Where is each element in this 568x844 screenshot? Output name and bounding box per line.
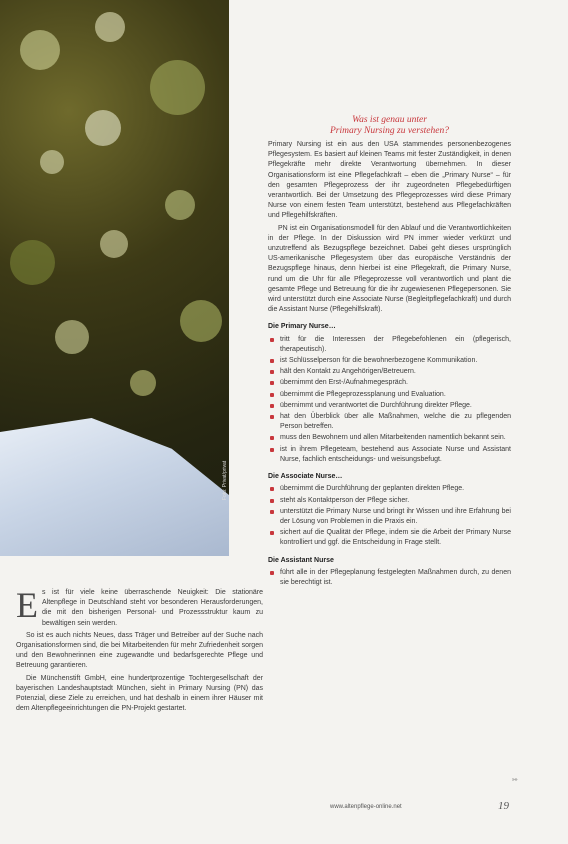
list-item: führt alle in der Pflegeplanung festgelegten Maßnahmen durch, zu denen sie berechtigt ist. [268, 568, 511, 588]
associate-nurse-list [268, 484, 511, 548]
intro-paragraph-1: Primary Nursing ist ein aus den USA stammendes personenbezogenes Pflegesystem. Es basiert auf kleinen Teams mit fester Zuständigkeit, in denen Pflegekräfte mehr direkte Verantwortung übernehmen. In dieser Organisationsform ist eine Pflegefachkraft – eben die „Primary Nurse“ – für den gesamten Pflegeprozess der ihr zugeordneten Pflegebedürftigen verantwortlich. Bei der Umsetzung des Pflegeprozesses wird diese Primary Nurse von einem festen Team unterstützt, bestehend aus Pflegefachkräften und Pflegehilfskräften. [268, 141, 511, 220]
bokeh-light [150, 60, 205, 115]
associate-nurse-title: Die Associate Nurse… [268, 473, 343, 481]
continued-marker: »» [512, 777, 518, 783]
list-item: unterstützt die Primary Nurse und bringt ihr Wissen und ihre Erfahrung bei der Lösung von Problemen in die Praxis ein. [268, 507, 511, 527]
bokeh-light [10, 240, 55, 285]
box-heading [268, 115, 511, 137]
photo-credit: Foto: Privat/privat [222, 460, 228, 500]
primary-nurse-list [268, 335, 511, 465]
list-item: übernimmt den Erst-/Aufnahmegespräch. [268, 378, 511, 388]
lead-paragraph [16, 585, 263, 629]
box-heading-line1: Was ist genau unter [352, 115, 427, 125]
bokeh-light [165, 190, 195, 220]
assistant-nurse-title: Die Assistant Nurse [268, 556, 334, 564]
bokeh-light [100, 230, 128, 258]
drop-cap: E [16, 585, 38, 625]
list-item: hat den Überblick über alle Maßnahmen, welche die zu pflegenden Person betreffen. [268, 412, 511, 432]
list-item: übernimmt die Durchführung der geplanten direkten Pflege. [268, 484, 511, 494]
list-item: übernimmt und verantwortet die Durchführung direkter Pflege. [268, 401, 511, 411]
list-item: hält den Kontakt zu Angehörigen/Betreuern. [268, 367, 511, 377]
list-item: sichert auf die Qualität der Pflege, indem sie die Arbeit der Primary Nurse kontrolliert und ggf. die Entscheidung in Frage stellt. [268, 528, 511, 548]
intro-paragraph-2: PN ist ein Organisationsmodell für den Ablauf und die Verantwortlichkeiten in der Pflege. In der Diskussion wird PN immer wieder verkürzt und unzutreffend als Bezugspflege bezeichnet. Dabei geht dieses ursprünglich US-amerikanische Pflegesystem über das europäische Verständnis der Bezugspflege hinaus, denn hierbei ist eine Pflegekraft, die Primary Nurse, rund um die Uhr für alle Pflegeprozesse voll verantwortlich und plant die gesamte Pflege und Betreuung für die ihr zugewiesenen Pflegepersonen. Sie wird unterstützt durch eine Associate Nurse (Begleitpflegefachkraft) und durch die Assistant Nurse (Pflegehilfskraft). [268, 224, 511, 314]
body-paragraph-2: So ist es auch nichts Neues, dass Träger und Betreiber auf der Suche nach Organisationsformen sind, die bei Mitarbeitenden für mehr Zufriedenheit sorgen und den Bewohnerinnen eine zugewandte und bedarfsgerechte Pflege und Betreuung garantieren. [16, 631, 263, 670]
list-item: tritt für die Interessen der Pflegebefohlenen ein (pflegerisch, therapeutisch). [268, 335, 511, 355]
photo [0, 0, 229, 556]
list-item: steht als Kontaktperson der Pflege sicher. [268, 496, 511, 506]
right-column [268, 115, 511, 589]
lead-paragraph-text: s ist für viele keine überraschende Neuigkeit: Die stationäre Altenpflege in Deutschland steht vor besonderen Herausforderungen, die mit den bisherigen Personal- und Prozessstruktur kaum zu bewältigen sein werden. [42, 589, 263, 627]
list-item: ist in ihrem Pflegeteam, bestehend aus Associate Nurse und Assistant Nurse, fachlich entscheidungs- und weisungsbefugt. [268, 445, 511, 465]
assistant-nurse-list [268, 568, 511, 588]
shirt-shape [0, 418, 229, 556]
list-item: muss den Bewohnern und allen Mitarbeitenden namentlich bekannt sein. [268, 433, 511, 443]
bokeh-light [20, 30, 60, 70]
primary-nurse-title: Die Primary Nurse… [268, 323, 336, 331]
list-item: ist Schlüsselperson für die bewohnerbezogene Kommunikation. [268, 356, 511, 366]
footer-url: www.altenpflege-online.net [330, 804, 402, 810]
list-item: übernimmt die Pflegeprozessplanung und Evaluation. [268, 390, 511, 400]
body-paragraph-3: Die Münchenstift GmbH, eine hundertprozentige Tochtergesellschaft der bayerischen Landeshauptstadt München, sieht in Primary Nursing (PN) das Potenzial, diese Ziele zu erreichen, und hat deshalb in einem ihrer Häuser mit dem Altenpflegeeinrichtungen die PN-Projekt gestartet. [16, 674, 263, 713]
bokeh-light [55, 320, 89, 354]
bokeh-light [85, 110, 121, 146]
bokeh-light [95, 12, 125, 42]
bokeh-light [180, 300, 222, 342]
bokeh-light [40, 150, 64, 174]
box-heading-line2: Primary Nursing zu verstehen? [329, 126, 449, 136]
left-column [16, 585, 263, 716]
bokeh-light [130, 370, 156, 396]
page-number: 19 [498, 800, 509, 812]
